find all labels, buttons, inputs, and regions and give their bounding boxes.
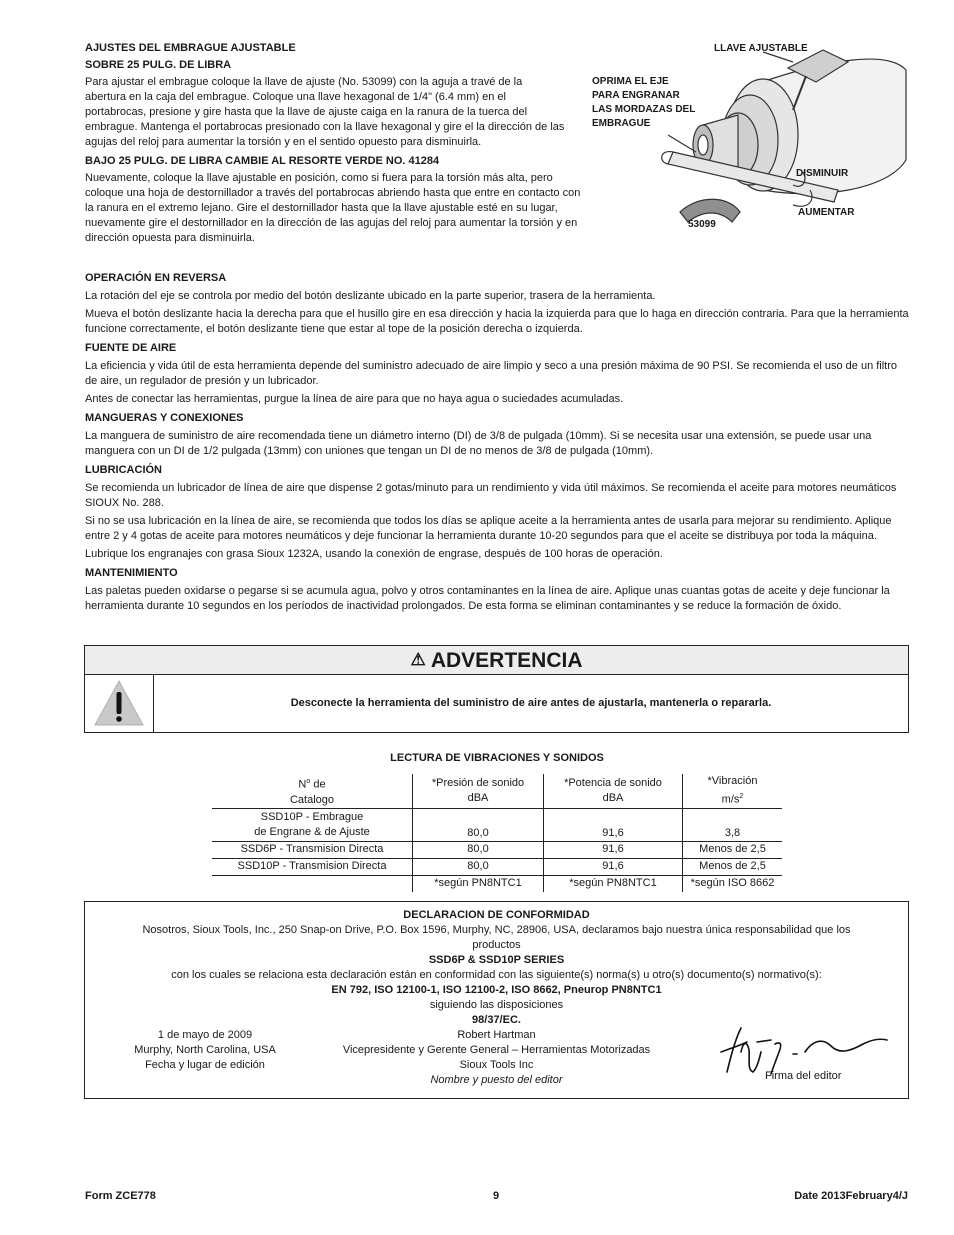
- warning-box: [84, 645, 909, 733]
- reverse-paragraph-2: Mueva el botón deslizante hacia la derecha para que el husillo gire en esa dirección y hacia la izquierda para que lo haga en dirección contraria. Para que la herramienta funcione correctamente, el botón deslizante tiene que estar al tope de la posición derecha o izquierda.: [85, 308, 909, 335]
- header-vibration: *Vibración $m/s^2$: [683, 774, 783, 808]
- row3-pressure: 80,0: [413, 858, 544, 875]
- row2-name: SSD6P - Transmision Directa: [212, 841, 413, 858]
- air-paragraph-2: Antes de conectar las herramientas, purgue la línea de aire para que no haya agua o suciedades acumuladas.: [85, 393, 624, 405]
- row3-power: 91,6: [544, 858, 683, 875]
- row1-pressure: 80,0: [413, 808, 544, 841]
- warning-exclamation-icon: [85, 675, 153, 732]
- label-decrease: DISMINUIR: [796, 168, 849, 179]
- label-press-1: OPRIMA EL EJE: [592, 76, 669, 87]
- row3-name: SSD10P - Transmision Directa: [212, 858, 413, 875]
- lube-paragraph-2: Si no se usa lubricación en la línea de aire, se recomienda que todos los días se aplique aceite a la herramienta antes de usarla para mejorar su rendimiento. Aplique entre 2 y 4 gotas de aceite para motores neumáticos y deje funcionar la herramienta durante 10-20 segundos para que el aceite se distribuya por toda la máquina.: [85, 515, 892, 542]
- hose-paragraph-1: La manguera de suministro de aire recomendada tiene un diámetro interno (DI) de 3/8 de pulgada (10mm). Si se necesita usar una extensión, se puede usar una manguera con un DI de 1/2 pulgada (13mm) con uniones que tengan un DI de no menos de 3/8 de pulgada (10mm).: [85, 430, 872, 457]
- header-sound-power: *Potencia de sonido dBA: [544, 774, 683, 808]
- label-press-3: LAS MORDAZAS DEL: [592, 104, 696, 115]
- clutch-section: [85, 41, 585, 250]
- table-notes-row: [212, 875, 782, 892]
- note-pressure: *según PN8NTC1: [413, 875, 544, 892]
- row1-power: 91,6: [544, 808, 683, 841]
- reverse-paragraph-1: La rotación del eje se controla por medio del botón deslizante ubicado en la parte superior, trasera de la herramienta.: [85, 290, 656, 302]
- declaration-date-block: [105, 1028, 305, 1073]
- footer-date: Date 2013February4/J: [794, 1190, 908, 1202]
- maint-paragraph-1: Las paletas pueden oxidarse o pegarse si se acumula agua, polvo y otros contaminantes en la línea de aire. Aplique unas cuantas gotas de aceite y deje funcionar la herramienta durante 10 segundos en los períodos de inactividad prolongados. De esta forma se eliminan contaminantes y se reduce la formación de óxido.: [85, 585, 890, 612]
- declaration-title: DECLARACION DE CONFORMIDAD: [403, 909, 590, 921]
- declaration-signer: Robert Hartman: [457, 1029, 536, 1041]
- declaration-place: Murphy, North Carolina, USA: [134, 1044, 276, 1056]
- footer-form: Form ZCE778: [85, 1190, 156, 1202]
- warning-message: Desconecte la herramienta del suministro de aire antes de ajustarla, mantenerla o repararla.: [290, 697, 772, 709]
- warning-triangle-icon: ⚠: [410, 650, 426, 669]
- clutch-subheading-over: SOBRE 25 PULG. DE LIBRA: [85, 59, 232, 71]
- declaration-box: [84, 901, 909, 1099]
- lube-paragraph-1: Se recomienda un lubricador de línea de aire que dispense 2 gotas/minuto para un rendimiento y vida útil máximos. Se recomienda el aceite para motores neumáticos SIOUX No. 288.: [85, 482, 897, 509]
- clutch-paragraph-over: Para ajustar el embrague coloque la llave de ajuste (No. 53099) con la aguja a travé de la abertura en la caja del embrague. Coloque una llave hexagonal de 1/4" (6.4 mm) en el portabrocas, presione y gire hasta que la llave de ajuste caiga en la ranura de la tuerca del embrague. Mantenga el portabrocas presionado con la llave hexagonal y gire el la dirección de las agujas del reloj para aumentar la torsión y en el sentido opuesto para disminuirla.: [85, 76, 565, 148]
- warning-icon-cell: [85, 675, 154, 732]
- vibration-table: [212, 774, 782, 892]
- clutch-figure: [588, 40, 918, 245]
- warning-title: ADVERTENCIA: [430, 649, 583, 672]
- label-press-4: EMBRAGUE: [592, 118, 651, 129]
- header-sound-pressure: *Presión de sonido dBA: [413, 774, 544, 808]
- row1-vibration: 3,8: [683, 808, 783, 841]
- declaration-products: SSD6P & SSD10P SERIES: [428, 954, 565, 966]
- clutch-heading: AJUSTES DEL EMBRAGUE AJUSTABLE: [85, 42, 296, 54]
- row3-vibration: Menos de 2,5: [683, 858, 783, 875]
- label-part-number: 53099: [688, 219, 716, 230]
- declaration-standards: EN 792, ISO 12100-1, ISO 12100-2, ISO 8662, Pneurop PN8NTC1: [331, 984, 662, 996]
- header-catalog: $N^o$ de Catalogo: [212, 774, 413, 808]
- note-power: *según PN8NTC1: [544, 875, 683, 892]
- row2-power: 91,6: [544, 841, 683, 858]
- table-row: [212, 841, 782, 858]
- clutch-illustration: [588, 40, 918, 245]
- clutch-subheading-under: BAJO 25 PULG. DE LIBRA CAMBIE AL RESORTE VERDE NO. 41284: [85, 155, 440, 167]
- declaration-date: 1 de mayo de 2009: [157, 1029, 253, 1041]
- label-press-2: PARA ENGRANAR: [592, 90, 680, 101]
- air-paragraph-1: La eficiencia y vida útil de esta herramienta depende del suministro adecuado de aire limpio y seco a una presión máxima de 90 PSI. Se recomienda el uso de un filtro de aire, un regulador de presión y un lubricador.: [85, 360, 898, 387]
- body-sections: [85, 267, 910, 617]
- declaration-company: Sioux Tools Inc: [459, 1059, 534, 1071]
- lube-heading: LUBRICACIÓN: [85, 464, 162, 476]
- label-increase: AUMENTAR: [798, 207, 855, 218]
- declaration-line-2: productos: [472, 939, 521, 951]
- declaration-directive: 98/37/EC.: [472, 1014, 521, 1026]
- declaration-signature-label: Firma del editor: [765, 1070, 842, 1082]
- row1-name: SSD10P - Embrague de Engrane & de Ajuste: [212, 808, 413, 841]
- warning-header: [85, 646, 908, 675]
- declaration-line-3: con los cuales se relaciona esta declaración están en conformidad con las siguiente(s) norma(s) u otro(s) documento(s) normativo(s):: [171, 969, 822, 981]
- declaration-date-label: Fecha y lugar de edición: [145, 1059, 265, 1071]
- row2-vibration: Menos de 2,5: [683, 841, 783, 858]
- air-heading: FUENTE DE AIRE: [85, 342, 177, 354]
- vibration-title: LECTURA DE VIBRACIONES Y SONIDOS: [390, 752, 604, 764]
- reverse-heading: OPERACIÓN EN REVERSA: [85, 272, 227, 284]
- clutch-paragraph-under: Nuevamente, coloque la llave ajustable en posición, como si fuera para la torsión más alta, pero coloque una hoja de destornillador a través del portabrocas abriendo hasta que entre en contacto con la ranura en el extremo lejano. Gire el destornillador hasta que la llave ajustable esté en su lugar, nuevamente gire el destornillador en la dirección de las agujas del reloj para aumentar la torsión y en dirección opuesta para disminuirla.: [85, 172, 581, 244]
- declaration-line-1: Nosotros, Sioux Tools, Inc., 250 Snap-on Drive, P.O. Box 1596, Murphy, NC, 28906, USA, declaramos bajo nuestra única responsabilidad que los: [142, 924, 851, 936]
- declaration-line-4: siguiendo las disposiciones: [429, 999, 564, 1011]
- declaration-signer-title: Vicepresidente y Gerente General – Herramientas Motorizadas: [342, 1044, 651, 1056]
- hose-heading: MANGUERAS Y CONEXIONES: [85, 412, 244, 424]
- note-empty: [212, 875, 413, 892]
- label-adjustable-key: LLAVE AJUSTABLE: [714, 43, 808, 54]
- table-header-row: [212, 774, 782, 808]
- lube-paragraph-3: Lubrique los engranajes con grasa Sioux 1232A, usando la conexión de engrase, después de 100 horas de operación.: [85, 548, 663, 560]
- footer-page-number: 9: [493, 1190, 500, 1202]
- note-vibration: *según ISO 8662: [690, 877, 775, 890]
- table-row: [212, 858, 782, 875]
- row2-pressure: 80,0: [413, 841, 544, 858]
- declaration-signer-label: Nombre y puesto del editor: [430, 1074, 563, 1086]
- maint-heading: MANTENIMIENTO: [85, 567, 178, 579]
- table-row: [212, 808, 782, 841]
